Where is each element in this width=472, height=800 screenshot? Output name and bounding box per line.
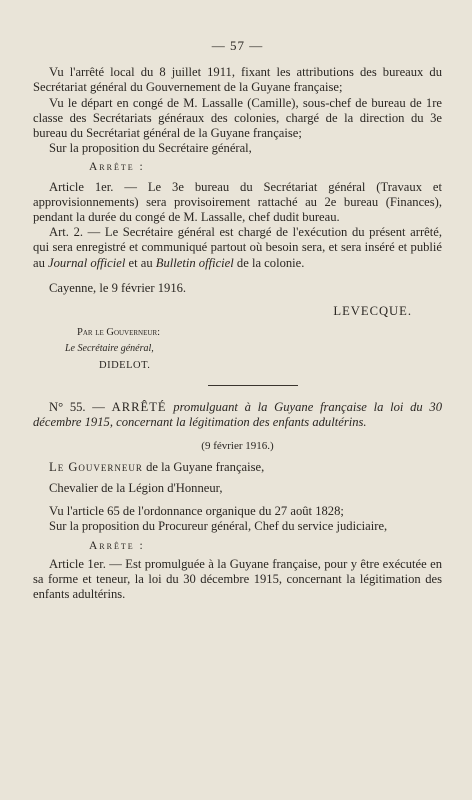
arrete-heading-2: Arrête : bbox=[89, 539, 145, 552]
decree-article-1: Article 1er. — Est promulguée à la Guyane française, pour y être exécutée en sa forme et teneur, la loi du 30 décembre 1915, concernant la légitimation des enfants adultérins. bbox=[33, 556, 442, 602]
governor-label: Le Gouverneur bbox=[49, 459, 143, 474]
decree-title bbox=[33, 400, 442, 430]
arrete-heading: Arrête : bbox=[89, 161, 145, 174]
governor-rest: de la Guyane française, bbox=[142, 459, 265, 474]
article-2-mid: et au bbox=[125, 255, 156, 270]
decree-keyword: ARRÊTÉ bbox=[111, 400, 167, 415]
chevalier-line: Chevalier de la Légion d'Honneur, bbox=[49, 481, 223, 496]
journal-officiel: Journal officiel bbox=[48, 255, 126, 270]
article-2-end: de la colonie. bbox=[233, 255, 305, 270]
bulletin-officiel: Bulletin officiel bbox=[155, 255, 234, 270]
by-governor: Par le Gouverneur: bbox=[77, 327, 161, 339]
signer-name: LEVECQUE. bbox=[333, 304, 412, 319]
recital-proposition: Sur la proposition du Secrétaire général, bbox=[49, 141, 252, 156]
article-1: Article 1er. — Le 3e bureau du Secrétariat général (Travaux et approvisionnements) sera provisoirement rattaché au 2e bureau (Finances), pendant la durée du congé de M. Lassalle, chef dudit bureau. bbox=[33, 179, 442, 225]
decree-title-rest: promulguant à la Guyane française la loi du 30 décembre 1915, concernant la légitimation des enfants adultérins. bbox=[33, 400, 442, 430]
article-2-start: Art. 2. — Le Secrétaire général est chargé de l'exécution du présent arrêté, qui sera enregistré et communiqué partout où besoin sera, et sera inséré et publié au bbox=[33, 225, 442, 270]
decree-date: (9 février 1916.) bbox=[201, 439, 274, 452]
page-number: — 57 — bbox=[211, 38, 264, 53]
article-2 bbox=[33, 225, 442, 271]
secretary-name: DIDELOT. bbox=[99, 360, 151, 372]
governor-line bbox=[33, 460, 442, 475]
recital-procureur: Sur la proposition du Procureur général, Chef du service judiciaire, bbox=[49, 519, 388, 534]
date-place: Cayenne, le 9 février 1916. bbox=[49, 280, 187, 295]
section-divider bbox=[208, 385, 298, 386]
recital-depart-conge: Vu le départ en congé de M. Lassalle (Camille), sous-chef de bureau de 1re classe des Secrétariats généraux des colonies, chargé de la direction du 3e bureau du Secrétariat général de la Guyane française; bbox=[33, 95, 442, 141]
decree-number: N° 55. — bbox=[49, 400, 112, 415]
secretary-title: Le Secrétaire général, bbox=[65, 343, 154, 355]
recital-ordonnance: Vu l'article 65 de l'ordonnance organique du 27 août 1828; bbox=[49, 504, 344, 519]
recital-arrete-local: Vu l'arrêté local du 8 juillet 1911, fixant les attributions des bureaux du Secrétariat général du Gouvernement de la Guyane française; bbox=[33, 65, 442, 95]
